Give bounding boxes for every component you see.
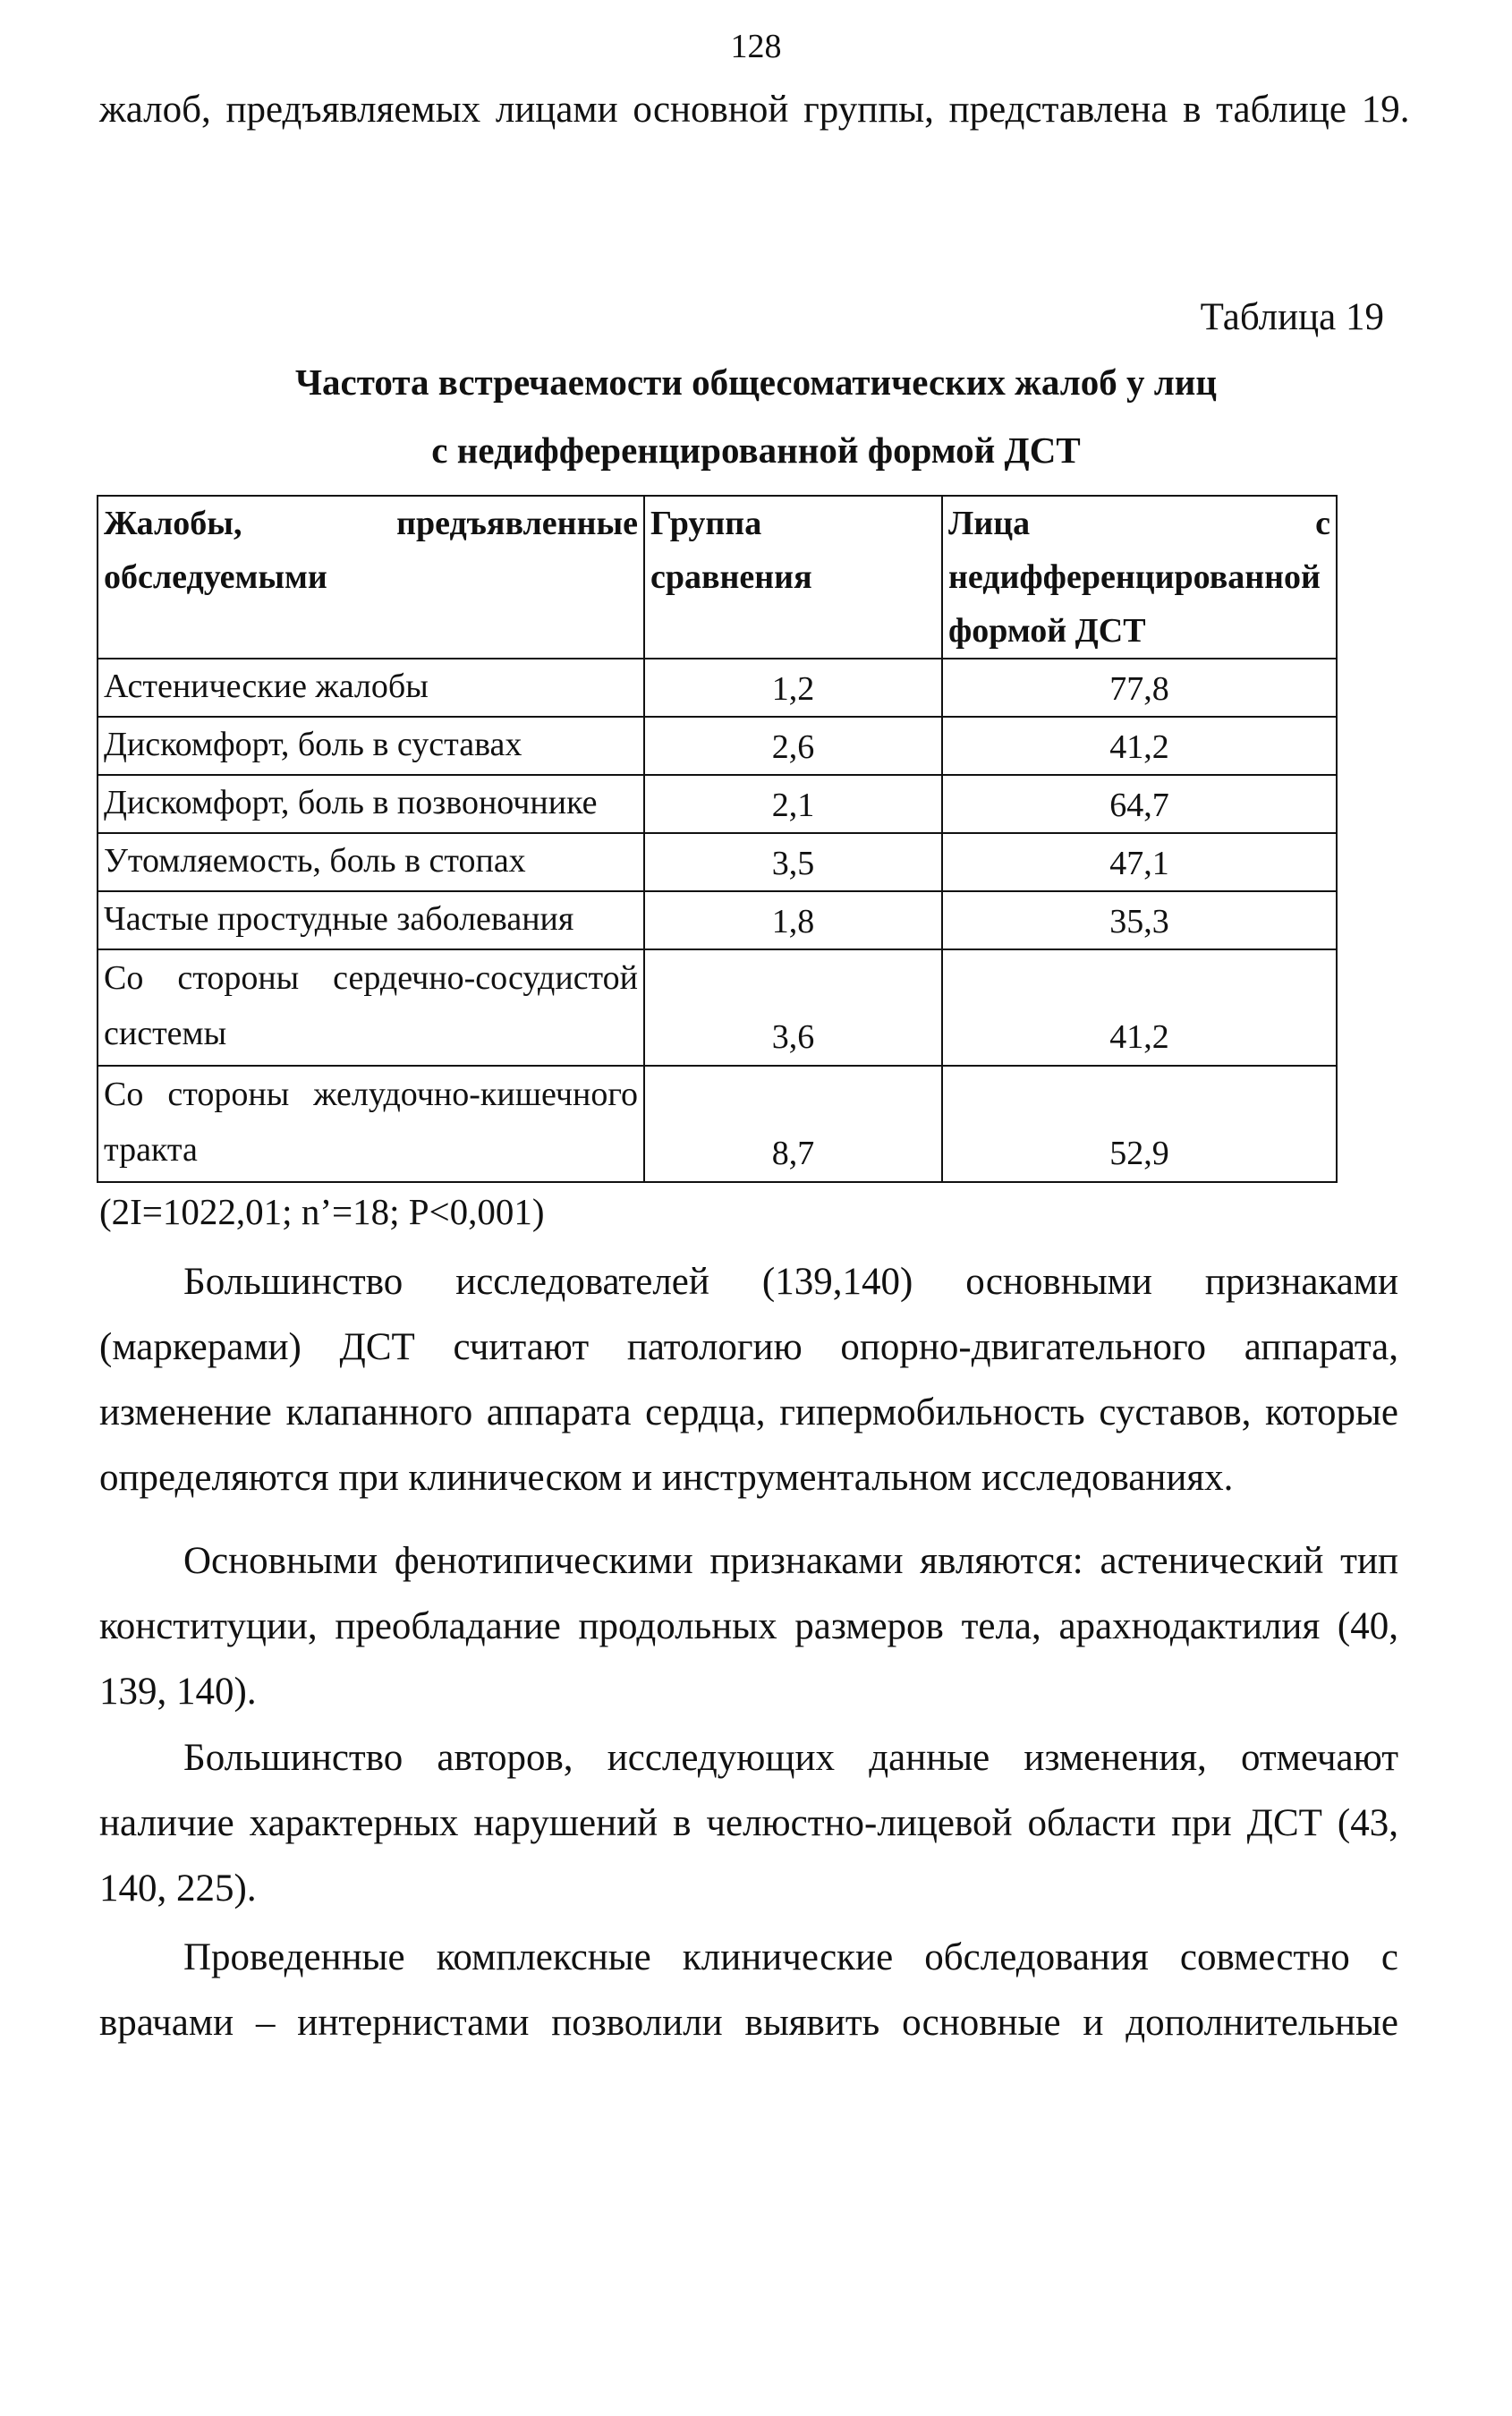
table-header-row <box>98 496 1337 659</box>
paragraph-line: определяются при клиническом и инструментальном исследованиях. <box>99 1457 1234 1499</box>
paragraph-line: Проведенные комплексные клинические обследования совместно с <box>183 1936 1398 1978</box>
statistics-note: (2I=1022,01; n’=18; P<0,001) <box>99 1191 545 1232</box>
complaint-cell <box>98 1066 644 1182</box>
complaint-cell-line-2: системы <box>104 1015 227 1052</box>
complaint-cell <box>98 949 644 1066</box>
comparison-value: 3,6 <box>644 949 942 1066</box>
table-caption-line-1: Частота встречаемости общесоматических жалоб у лиц <box>294 362 1218 403</box>
header-comparison-line-1: Группа <box>650 505 762 542</box>
paragraph-line: наличие характерных нарушений в челюстно-лицевой области при ДСТ (43, <box>99 1802 1398 1844</box>
paragraph-line: конституции, преобладание продольных размеров тела, арахнодактилия (40, <box>99 1605 1398 1647</box>
table-label: Таблица 19 <box>1200 296 1384 338</box>
page-number: 128 <box>730 28 782 65</box>
table-row <box>98 1066 1337 1182</box>
paragraph-line: 139, 140). <box>99 1671 257 1713</box>
paragraph-3 <box>99 1736 1398 1911</box>
header-complaints-word-2: предъявленные <box>396 505 638 542</box>
lead-text: жалоб, предъявляемых лицами основной группы, представлена в таблице 19. <box>99 89 1410 131</box>
header-dst-line-2: недифференцированной <box>948 558 1321 596</box>
dst-value: 35,3 <box>942 891 1337 949</box>
complaint-cell-line-1: Со стороны желудочно-кишечного <box>104 1076 638 1113</box>
complaint-cell: Частые простудные заболевания <box>98 891 644 949</box>
table-row <box>98 833 1337 891</box>
complaint-cell: Утомляемость, боль в стопах <box>98 833 644 891</box>
header-dst-line-1 <box>948 497 1330 550</box>
paragraph-line: 140, 225). <box>99 1867 257 1910</box>
complaint-cell: Дискомфорт, боль в позвоночнике <box>98 775 644 833</box>
comparison-value: 1,8 <box>644 891 942 949</box>
header-complaints-line-1 <box>104 497 638 550</box>
dst-value: 41,2 <box>942 717 1337 775</box>
header-comparison-group <box>644 496 942 659</box>
paragraph-line: изменение клапанного аппарата сердца, гипермобильность суставов, которые <box>99 1391 1398 1433</box>
complaint-cell: Дискомфорт, боль в суставах <box>98 717 644 775</box>
complaints-table <box>97 495 1338 1183</box>
table-row <box>98 659 1337 717</box>
table-row <box>98 891 1337 949</box>
complaint-cell: Астенические жалобы <box>98 659 644 717</box>
header-dst-group <box>942 496 1337 659</box>
paragraph-line: Основными фенотипическими признаками являются: астенический тип <box>183 1540 1398 1582</box>
table-row <box>98 775 1337 833</box>
paragraph-line: Большинство авторов, исследующих данные изменения, отмечают <box>183 1737 1398 1779</box>
header-dst-word-1: Лица <box>948 505 1031 542</box>
header-complaints-line-2: обследуемыми <box>104 558 327 596</box>
header-complaints-word-1: Жалобы, <box>104 505 242 542</box>
header-dst-line-3: формой ДСТ <box>948 612 1146 650</box>
paragraph-line: (маркерами) ДСТ считают патологию опорно-двигательного аппарата, <box>99 1326 1398 1368</box>
comparison-value: 1,2 <box>644 659 942 717</box>
paragraph-line: Большинство исследователей (139,140) основными признаками <box>183 1261 1398 1303</box>
dst-value: 77,8 <box>942 659 1337 717</box>
dst-value: 47,1 <box>942 833 1337 891</box>
comparison-value: 8,7 <box>644 1066 942 1182</box>
table-row <box>98 949 1337 1066</box>
paragraph-1 <box>99 1260 1398 1501</box>
dst-value: 64,7 <box>942 775 1337 833</box>
comparison-value: 2,6 <box>644 717 942 775</box>
header-comparison-line-2: сравнения <box>650 558 812 596</box>
header-dst-word-2: с <box>1315 505 1330 542</box>
comparison-value: 3,5 <box>644 833 942 891</box>
paragraph-4 <box>99 1935 1398 2046</box>
comparison-value: 2,1 <box>644 775 942 833</box>
paragraph-line: врачами – интернистами позволили выявить основные и дополнительные <box>99 2002 1398 2044</box>
paragraph-2 <box>99 1539 1398 1714</box>
table-row <box>98 717 1337 775</box>
header-complaints <box>98 496 644 659</box>
dst-value: 41,2 <box>942 949 1337 1066</box>
complaint-cell-line-2: тракта <box>104 1131 198 1169</box>
table-caption-line-2: с недифференцированной формой ДСТ <box>431 430 1081 471</box>
complaint-cell-line-1: Со стороны сердечно-сосудистой <box>104 959 638 997</box>
dst-value: 52,9 <box>942 1066 1337 1182</box>
